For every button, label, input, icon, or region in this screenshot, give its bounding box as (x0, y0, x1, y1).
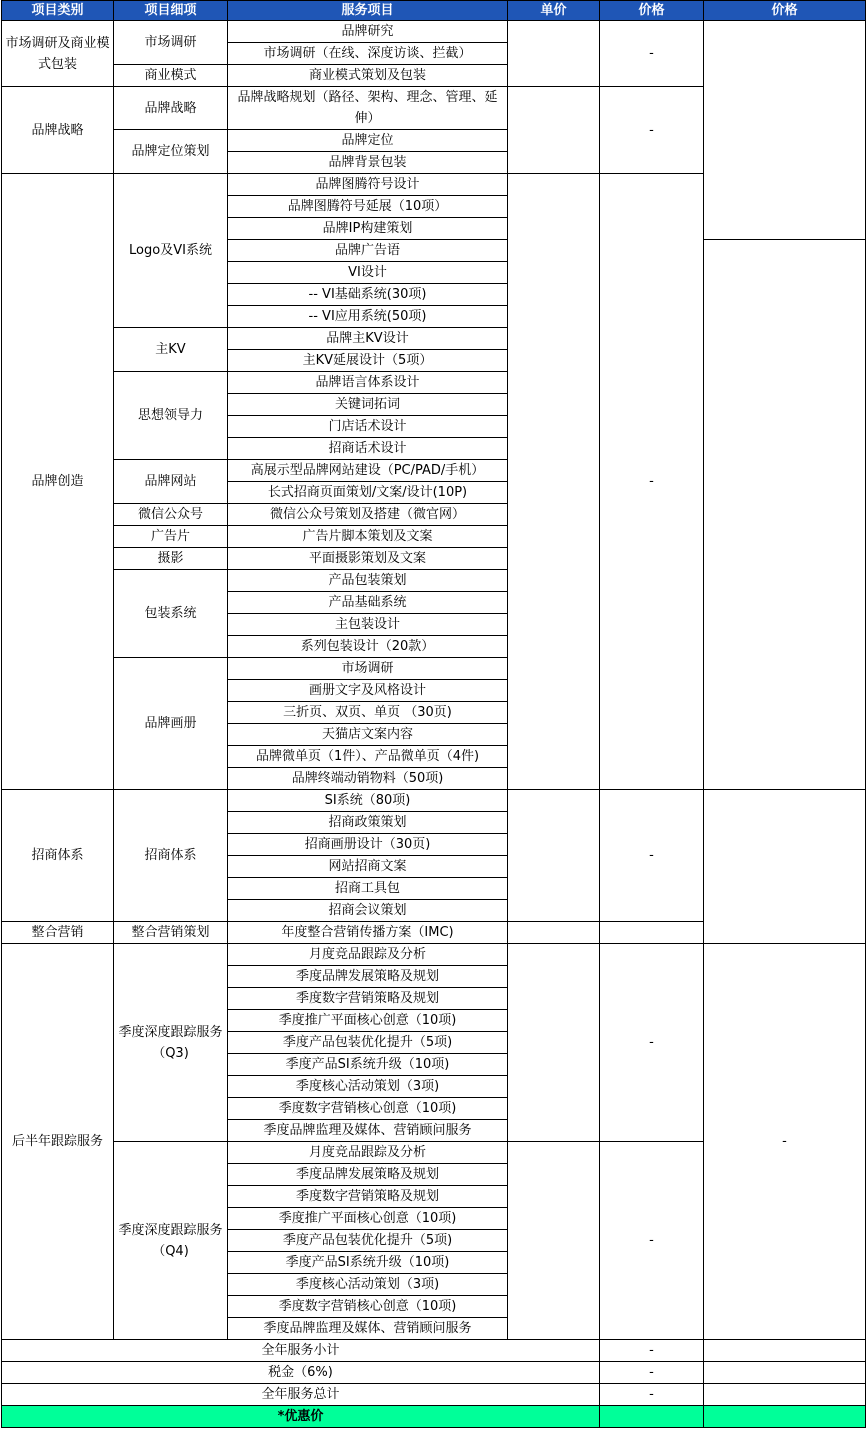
service-cell: 季度数字营销策略及规划 (228, 988, 508, 1010)
price-cell: - (600, 174, 704, 790)
price-cell: - (600, 21, 704, 87)
category-cell: 品牌战略 (2, 87, 114, 174)
service-cell: 产品基础系统 (228, 592, 508, 614)
table-row (2, 548, 866, 570)
price-total-cell: - (704, 944, 866, 1340)
service-cell: 主KV延展设计（5项） (228, 350, 508, 372)
subtotal-label: 全年服务小计 (2, 1340, 600, 1362)
table-row (2, 504, 866, 526)
unit-price-cell (508, 944, 600, 1142)
detail-cell: 广告片 (114, 526, 228, 548)
service-cell: 季度核心活动策划（3项) (228, 1274, 508, 1296)
table-row (2, 526, 866, 548)
quote-table (1, 0, 866, 1428)
category-cell: 后半年跟踪服务 (2, 944, 114, 1340)
tax-extra (704, 1362, 866, 1384)
discount-row (2, 1406, 866, 1428)
total-label: 全年服务总计 (2, 1384, 600, 1406)
service-cell: 季度核心活动策划（3项) (228, 1076, 508, 1098)
detail-cell: 微信公众号 (114, 504, 228, 526)
service-cell: 季度品牌发展策略及规划 (228, 966, 508, 988)
header-detail: 项目细项 (114, 1, 228, 21)
service-cell: 品牌终端动销物料（50项) (228, 768, 508, 790)
price-cell (600, 922, 704, 944)
service-cell: 季度产品包装优化提升（5项) (228, 1032, 508, 1054)
service-cell: SI系统（80项) (228, 790, 508, 812)
unit-price-cell (508, 87, 600, 174)
detail-cell: 品牌定位策划 (114, 130, 228, 174)
service-cell: 招商工具包 (228, 878, 508, 900)
service-cell: 月度竞品跟踪及分析 (228, 1142, 508, 1164)
service-cell: 高展示型品牌网站建设（PC/PAD/手机） (228, 460, 508, 482)
service-cell: 月度竞品跟踪及分析 (228, 944, 508, 966)
category-cell: 整合营销 (2, 922, 114, 944)
service-cell: 微信公众号策划及搭建（微官网） (228, 504, 508, 526)
service-cell: 品牌主KV设计 (228, 328, 508, 350)
total-value: - (600, 1384, 704, 1406)
service-cell: 季度推广平面核心创意（10项) (228, 1208, 508, 1230)
service-cell: -- VI应用系统(50项) (228, 306, 508, 328)
table-row (2, 944, 866, 966)
header-unit-price: 单价 (508, 1, 600, 21)
service-cell: 季度品牌监理及媒体、营销顾问服务 (228, 1120, 508, 1142)
table-row (2, 328, 866, 350)
detail-cell: 品牌画册 (114, 658, 228, 790)
price-cell: - (600, 1142, 704, 1340)
service-cell: 市场调研 (228, 658, 508, 680)
tax-label: 税金（6%) (2, 1362, 600, 1384)
service-cell: 招商画册设计（30页) (228, 834, 508, 856)
detail-cell: 主KV (114, 328, 228, 372)
header-price: 价格 (600, 1, 704, 21)
service-cell: 网站招商文案 (228, 856, 508, 878)
service-cell: 招商会议策划 (228, 900, 508, 922)
service-cell: 品牌背景包装 (228, 152, 508, 174)
tax-row (2, 1362, 866, 1384)
unit-price-cell (508, 1142, 600, 1340)
service-cell: 主包装设计 (228, 614, 508, 636)
detail-cell: 品牌战略 (114, 87, 228, 130)
service-cell: VI设计 (228, 262, 508, 284)
category-cell: 招商体系 (2, 790, 114, 922)
table-row (2, 372, 866, 394)
detail-cell: 摄影 (114, 548, 228, 570)
table-row (2, 460, 866, 482)
service-cell: -- VI基础系统(30项) (228, 284, 508, 306)
service-cell: 年度整合营销传播方案（IMC) (228, 922, 508, 944)
discount-value (600, 1406, 704, 1428)
service-cell: 季度数字营销策略及规划 (228, 1186, 508, 1208)
service-cell: 产品包装策划 (228, 570, 508, 592)
service-cell: 季度产品包装优化提升（5项) (228, 1230, 508, 1252)
unit-price-cell (508, 21, 600, 87)
subtotal-value: - (600, 1340, 704, 1362)
service-cell: 品牌图腾符号设计 (228, 174, 508, 196)
service-cell: 季度数字营销核心创意（10项) (228, 1296, 508, 1318)
detail-cell: 招商体系 (114, 790, 228, 922)
service-cell: 平面摄影策划及文案 (228, 548, 508, 570)
service-cell: 门店话术设计 (228, 416, 508, 438)
total-row (2, 1384, 866, 1406)
service-cell: 商业模式策划及包装 (228, 65, 508, 87)
category-cell: 品牌创造 (2, 174, 114, 790)
header-price-total: 价格 (704, 1, 866, 21)
service-cell: 品牌图腾符号延展（10项） (228, 196, 508, 218)
service-cell: 品牌语言体系设计 (228, 372, 508, 394)
detail-cell: 整合营销策划 (114, 922, 228, 944)
price-cell: - (600, 790, 704, 922)
service-cell: 长式招商页面策划/文案/设计(10P) (228, 482, 508, 504)
service-cell: 系列包装设计（20款） (228, 636, 508, 658)
table-row (2, 790, 866, 812)
service-cell: 季度产品SI系统升级（10项) (228, 1252, 508, 1274)
service-cell: 季度品牌发展策略及规划 (228, 1164, 508, 1186)
service-cell: 三折页、双页、单页 （30页) (228, 702, 508, 724)
table-row (2, 658, 866, 680)
detail-cell: 市场调研 (114, 21, 228, 65)
price-cell: - (600, 87, 704, 174)
total-extra (704, 1384, 866, 1406)
detail-cell: 包装系统 (114, 570, 228, 658)
service-cell: 品牌广告语 (228, 240, 508, 262)
detail-cell: 品牌网站 (114, 460, 228, 504)
service-cell: 品牌微单页（1件）、产品微单页（4件) (228, 746, 508, 768)
service-cell: 季度产品SI系统升级（10项) (228, 1054, 508, 1076)
unit-price-cell (508, 922, 600, 944)
service-cell: 季度数字营销核心创意（10项) (228, 1098, 508, 1120)
service-cell: 品牌定位 (228, 130, 508, 152)
service-cell: 广告片脚本策划及文案 (228, 526, 508, 548)
detail-cell: 季度深度跟踪服务（Q4) (114, 1142, 228, 1340)
detail-cell: 季度深度跟踪服务（Q3) (114, 944, 228, 1142)
price-total-cell (704, 790, 866, 944)
service-cell: 品牌IP构建策划 (228, 218, 508, 240)
header-service: 服务项目 (228, 1, 508, 21)
tax-value: - (600, 1362, 704, 1384)
table-row (2, 21, 866, 43)
subtotal-extra (704, 1340, 866, 1362)
service-cell: 季度推广平面核心创意（10项) (228, 1010, 508, 1032)
discount-label: *优惠价 (2, 1406, 600, 1428)
price-cell: - (600, 944, 704, 1142)
header-category: 项目类别 (2, 1, 114, 21)
service-cell: 季度品牌监理及媒体、营销顾问服务 (228, 1318, 508, 1340)
discount-extra (704, 1406, 866, 1428)
detail-cell: 商业模式 (114, 65, 228, 87)
detail-cell: 思想领导力 (114, 372, 228, 460)
service-cell: 市场调研（在线、深度访谈、拦截） (228, 43, 508, 65)
unit-price-cell (508, 790, 600, 922)
unit-price-cell (508, 174, 600, 790)
header-row (2, 1, 866, 21)
category-cell: 市场调研及商业模式包装 (2, 21, 114, 87)
subtotal-row (2, 1340, 866, 1362)
service-cell: 关键词拓词 (228, 394, 508, 416)
detail-cell: Logo及VI系统 (114, 174, 228, 328)
table-row (2, 570, 866, 592)
price-total-cell (704, 21, 866, 240)
service-cell: 画册文字及风格设计 (228, 680, 508, 702)
service-cell: 招商话术设计 (228, 438, 508, 460)
service-cell: 品牌研究 (228, 21, 508, 43)
service-cell: 天猫店文案内容 (228, 724, 508, 746)
service-cell: 招商政策策划 (228, 812, 508, 834)
service-cell: 品牌战略规划（路径、架构、理念、管理、延伸） (228, 87, 508, 130)
